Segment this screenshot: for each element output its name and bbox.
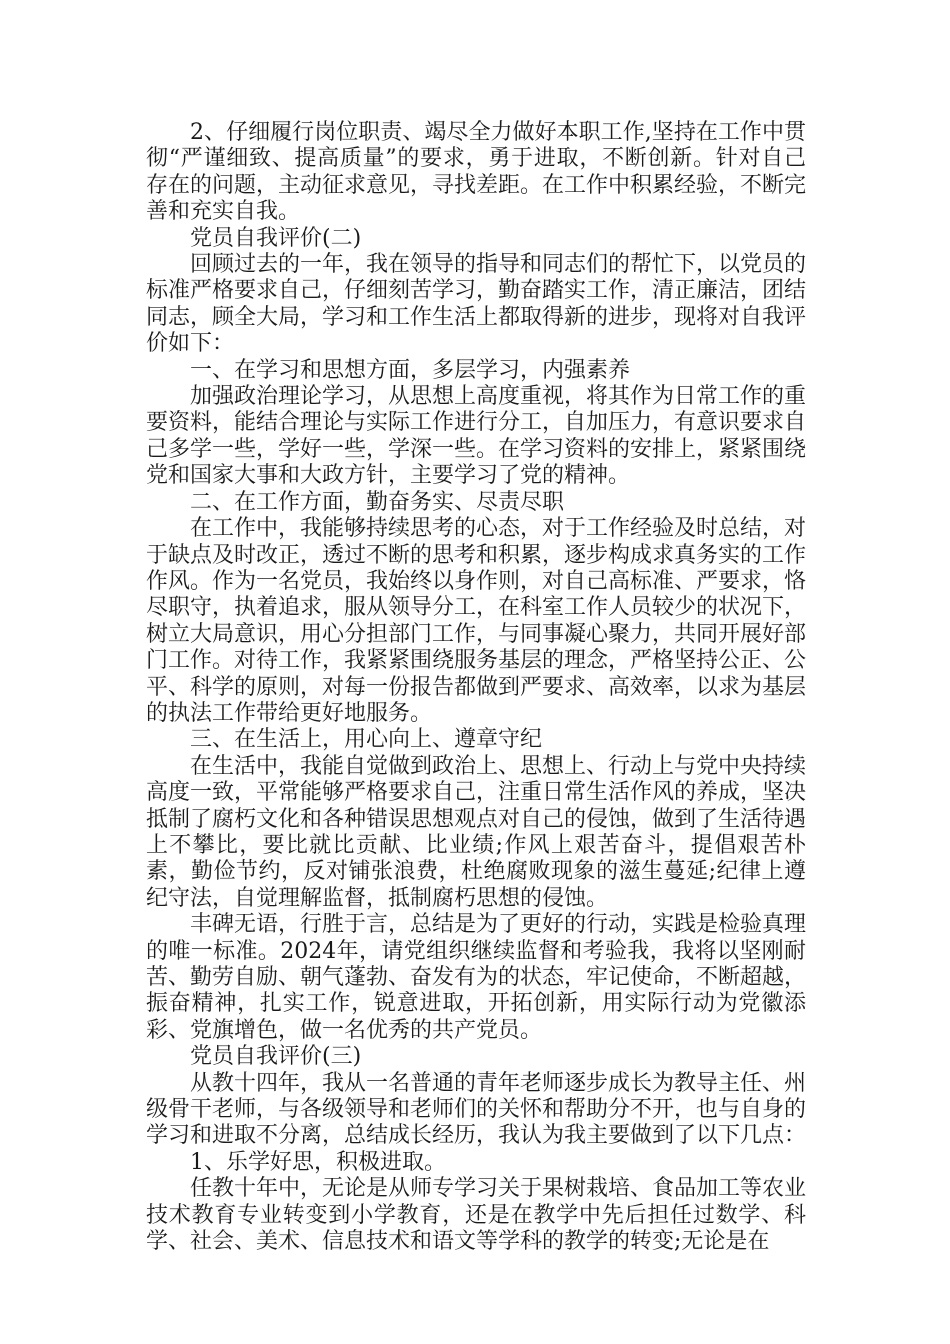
paragraph-duty: 2、仔细履行岗位职责、竭尽全力做好本职工作,坚持在工作中贯彻“严谨细致、提高质量”的要求，勇于进取，不断创新。针对自己存在的问题，主动征求意见，寻找差距。在工作中积累经验，不断完善和充实自我。 — [146, 120, 807, 225]
paragraph-teaching-transition: 任教十年中，无论是从师专学习关于果树栽培、食品加工等农业技术教育专业转变到小学教育，还是在教学中先后担任过数学、科学、社会、美术、信息技术和语文等学科的教学的转变;无论是在 — [146, 1176, 807, 1255]
section-heading-evaluation-3: 党员自我评价(三) — [190, 1044, 362, 1070]
paragraph-teaching-years: 从教十四年，我从一名普通的青年老师逐步成长为教导主任、州级骨干老师，与各级领导和老师们的关怀和帮助分不开，也与自身的学习和进取不分离，总结成长经历，我认为我主要做到了以下几点： — [146, 1070, 807, 1149]
paragraph-work: 在工作中，我能够持续思考的心态，对于工作经验及时总结，对于缺点及时改正，透过不断的思考和积累，逐步构成求真务实的工作作风。作为一名党员，我始终以身作则，对自己高标准、严要求，恪尽职守，执着追求，服从领导分工，在科室工作人员较少的状况下，树立大局意识，用心分担部门工作，与同事凝心聚力，共同开展好部门工作。对待工作，我紧紧围绕服务基层的理念，严格坚持公正、公平、科学的原则，对每一份报告都做到严要求、高效率，以求为基层的执法工作带给更好地服务。 — [146, 516, 807, 726]
paragraph-life: 在生活中，我能自觉做到政治上、思想上、行动上与党中央持续高度一致，平常能够严格要求自己，注重日常生活作风的养成，坚决抵制了腐朽文化和各种错误思想观点对自己的侵蚀，做到了生活待遇上不攀比，要比就比贡献、比业绩;作风上艰苦奋斗，提倡艰苦朴素，勤俭节约，反对铺张浪费，杜绝腐败现象的滋生蔓延;纪律上遵纪守法，自觉理解监督，抵制腐朽思想的侵蚀。 — [146, 753, 807, 911]
paragraph-conclusion: 丰碑无语，行胜于言，总结是为了更好的行动，实践是检验真理的唯一标准。2024年，请党组织继续监督和考验我，我将以坚刚耐苦、勤劳自励、朝气蓬勃、奋发有为的状态，牢记使命，不断超越，振奋精神，扎实工作，锐意进取，开拓创新，用实际行动为党徽添彩、党旗增色，做一名优秀的共产党员。 — [146, 912, 807, 1043]
subheading-learning: 1、乐学好思，积极进取。 — [190, 1149, 446, 1175]
subheading-study-thought: 一、在学习和思想方面，多层学习，内强素养 — [190, 357, 631, 383]
subheading-life: 三、在生活上，用心向上、遵章守纪 — [190, 727, 543, 753]
paragraph-political-study: 加强政治理论学习，从思想上高度重视，将其作为日常工作的重要资料，能结合理论与实际工作进行分工，自加压力，有意识要求自己多学一些，学好一些，学深一些。在学习资料的安排上，紧紧围绕党和国家大事和大政方针，主要学习了党的精神。 — [146, 384, 807, 489]
paragraph-review-year: 回顾过去的一年，我在领导的指导和同志们的帮忙下，以党员的标准严格要求自己，仔细刻苦学习，勤奋踏实工作，清正廉洁，团结同志，顾全大局，学习和工作生活上都取得新的进步，现将对自我评价如下： — [146, 252, 807, 357]
section-heading-evaluation-2: 党员自我评价(二) — [190, 225, 362, 251]
subheading-work: 二、在工作方面，勤奋务实、尽责尽职 — [190, 489, 565, 515]
document-page — [146, 120, 806, 1255]
